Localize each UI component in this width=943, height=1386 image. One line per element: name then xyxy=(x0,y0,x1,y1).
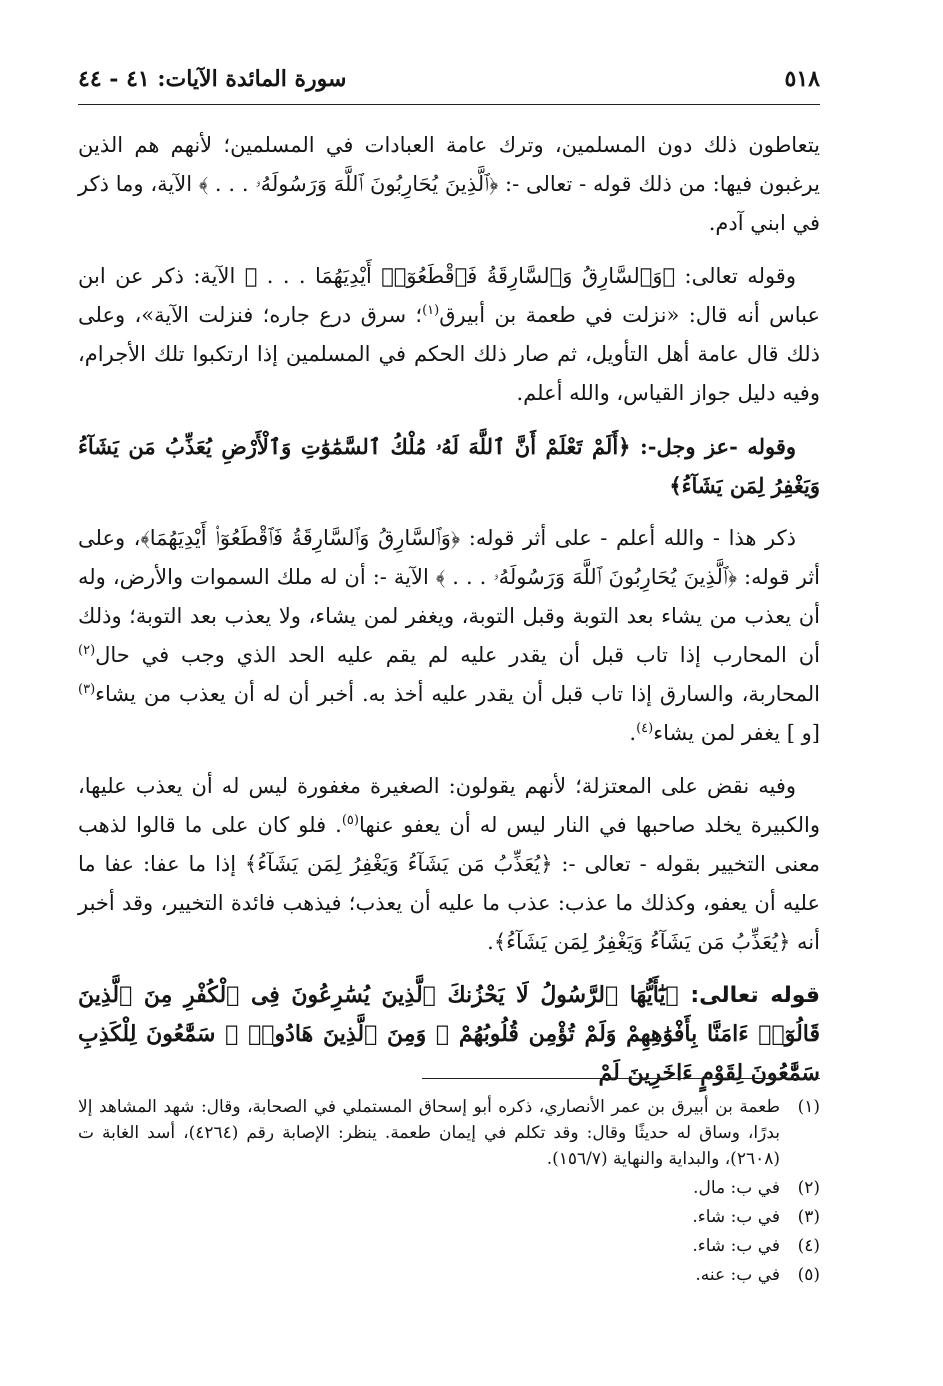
footnote-item xyxy=(78,1204,820,1230)
main-text xyxy=(78,126,820,1107)
footnote-ref-4: (٤) xyxy=(636,721,654,736)
footnote-item xyxy=(78,1233,820,1259)
paragraph-text: وقوله -عز وجل-: ﴿أَلَمْ تَعْلَمْ أَنَّ ٱللَّهَ لَهُۥ مُلْكُ ٱلسَّمَٰوَٰتِ وَٱلْأَرْضِ يُعَذِّبُ مَن يَشَآءُ وَيَغْفِرُ لِمَن يَشَآءُ﴾ xyxy=(78,434,820,498)
verse-text: ﴿يَٰٓأَيُّهَا ٱلرَّسُولُ لَا يَحْزُنكَ ٱلَّذِينَ يُسَٰرِعُونَ فِى ٱلْكُفْرِ مِنَ ٱلَّذِينَ قَالُوٓا۟ ءَامَنَّا بِأَفْوَٰهِهِمْ وَلَمْ تُؤْمِن قُلُوبُهُمْ ۛ وَمِنَ ٱلَّذِينَ هَادُوا۟ ۛ سَمَّٰعُونَ لِلْكَذِبِ سَمَّٰعُونَ لِقَوْمٍ ءَاخَرِينَ لَمْ xyxy=(78,982,820,1086)
verse-paragraph xyxy=(78,976,820,1093)
paragraph-5 xyxy=(78,767,820,962)
footnote-number: (١) xyxy=(797,1097,820,1117)
footnotes xyxy=(78,1094,820,1291)
footnote-item xyxy=(78,1094,820,1172)
footnote-number: (٥) xyxy=(797,1265,820,1285)
paragraph-text: يتعاطون ذلك دون المسلمين، وترك عامة العبادات في المسلمين؛ لأنهم هم الذين يرغبون فيها: من ذلك قوله - تعالى -: ﴿ٱلَّذِينَ يُحَارِبُونَ ٱللَّهَ وَرَسُولَهُۥ . . . ﴾ الآية، وما ذكر في ابني آدم. xyxy=(78,133,820,235)
footnote-ref-5: (٥) xyxy=(341,813,359,828)
footnote-ref-3: (٣) xyxy=(78,682,96,697)
running-title: سورة المائدة الآيات: ٤١ - ٤٤ xyxy=(78,66,347,92)
paragraph-1 xyxy=(78,126,820,243)
footnote-number: (٢) xyxy=(797,1178,820,1198)
footnote-item xyxy=(78,1175,820,1201)
paragraph-3 xyxy=(78,427,820,505)
footnote-ref-1: (١) xyxy=(422,303,440,318)
verse-lead: قوله تعالى: xyxy=(690,983,820,1008)
paragraph-text: ذكر هذا - والله أعلم - على أثر قوله: ﴿وَٱلسَّارِقُ وَٱلسَّارِقَةُ فَٱقْطَعُوٓا۟ أَيْدِيَهُمَا﴾، وعلى أثر قوله: ﴿ٱلَّذِينَ يُحَارِبُونَ ٱللَّهَ وَرَسُولَهُۥ . . . ﴾ الآية -: أن له ملك السموات والأرض، وله أن يعذب من يشاء بعد التوبة وقبل التوبة، ويغفر لمن يشاء، ولا يعذب بعد التوبة؛ وذلك أن المحارب إذا تاب قبل أن يقدر عليه لم يقم عليه الحد الذي وجب في حال xyxy=(78,526,820,667)
footnote-text: في ب: شاء. xyxy=(692,1236,780,1256)
page-number: ٥١٨ xyxy=(784,66,820,92)
footnote-text: في ب: شاء. xyxy=(692,1207,780,1227)
footnote-text: في ب: عنه. xyxy=(695,1265,780,1285)
paragraph-text: المحاربة، والسارق إذا تاب قبل أن يقدر عليه أخذ به. أخبر أن له أن يعذب من يشاء xyxy=(95,682,820,706)
paragraph-text: وفيه نقض على المعتزلة؛ لأنهم يقولون: الصغيرة مغفورة ليس له أن يعذب عليها، والكبيرة يخلد صاحبها في النار ليس له أن يعفو عنها xyxy=(78,774,821,837)
footnote-divider xyxy=(422,1078,820,1079)
paragraph-text: [و ] يغفر لمن يشاء xyxy=(653,721,820,745)
footnote-text: طعمة بن أبيرق بن عمر الأنصاري، ذكره أبو إسحاق المستملي في الصحابة، وقال: شهد المشاهد إلا بدرًا، وساق له حديثًا وقال: وقد تكلم في إيمان طعمة. ينظر: الإصابة رقم (٤٢٦٤)، أسد الغابة ت (٢٦٠٨)، والبداية والنهاية (١٥٦/٧). xyxy=(78,1097,780,1169)
paragraph-4 xyxy=(78,519,820,753)
header-divider xyxy=(78,104,820,105)
paragraph-text: وقوله تعالى: ﴿وَٱلسَّارِقُ وَٱلسَّارِقَةُ فَٱقْطَعُوٓا۟ أَيْدِيَهُمَا . . . ﴾ الآية: ذكر عن ابن عباس أنه قال: «نزلت في طعمة بن أبيرق xyxy=(78,264,820,327)
footnote-number: (٣) xyxy=(797,1207,820,1227)
footnote-item xyxy=(78,1262,820,1288)
footnote-ref-2: (٢) xyxy=(78,643,96,658)
footnote-text: في ب: مال. xyxy=(693,1178,780,1198)
paragraph-2 xyxy=(78,257,820,413)
footnote-number: (٤) xyxy=(797,1236,820,1256)
paragraph-text: ؛ سرق درع جاره؛ فنزلت الآية»، وعلى ذلك قال عامة أهل التأويل، ثم صار ذلك الحكم في المسلمين إذا ارتكبوا تلك الأجرام، وفيه دليل جواز القياس، والله أعلم. xyxy=(78,303,820,405)
page-header xyxy=(78,66,820,100)
paragraph-text: . فلو كان على ما قالوا لذهب معنى التخيير بقوله - تعالى -: ﴿يُعَذِّبُ مَن يَشَآءُ وَيَغْفِرُ لِمَن يَشَآءُ﴾ إذا ما عفا: عفا ما عليه أن يعفو، وكذلك ما عذب: عذب ما عليه أن يعذب؛ فيذهب فائدة التخيير، وقد أخبر أنه ﴿يُعَذِّبُ مَن يَشَآءُ وَيَغْفِرُ لِمَن يَشَآءُ﴾. xyxy=(78,813,820,954)
paragraph-text: . xyxy=(629,721,637,745)
